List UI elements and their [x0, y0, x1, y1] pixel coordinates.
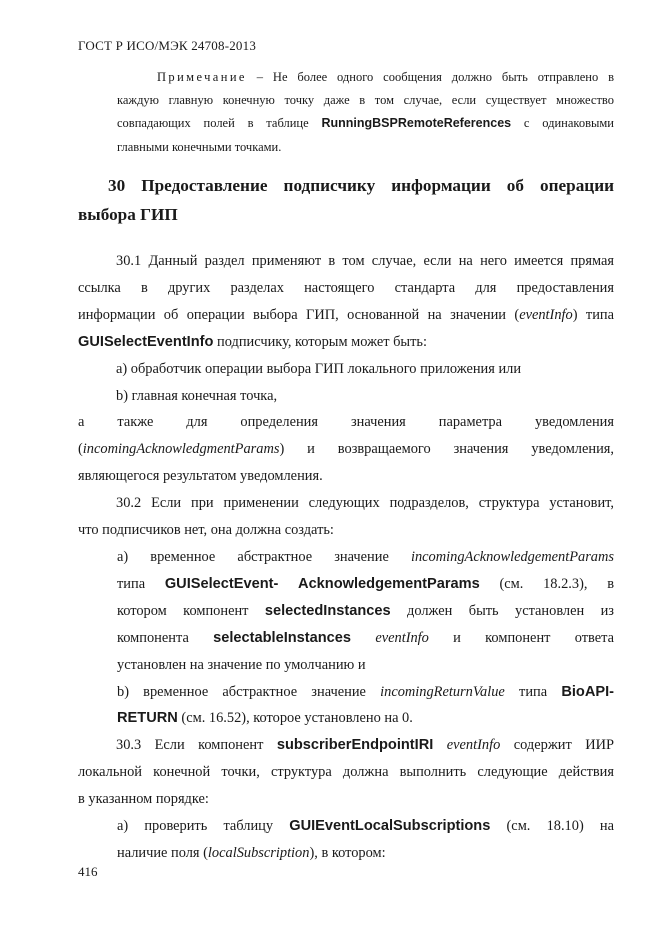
- component-name: selectableInstances: [213, 629, 352, 646]
- note-label: Примечание: [157, 70, 247, 84]
- list-item: b) главная конечная точка,: [116, 387, 278, 404]
- paragraph-line: а также для определения значения параметра уведомления: [78, 414, 614, 431]
- list-block: [117, 813, 614, 867]
- paragraph-line: (incomingAcknowledgmentParams) и возвращаемого значения уведомления,: [78, 441, 614, 458]
- heading-line: 30 Предоставление подписчику информации об операции: [108, 176, 614, 195]
- list-item: а) проверить таблицу GUIEventLocalSubscriptions (см. 18.10) на: [117, 818, 614, 835]
- page-number: 416: [78, 864, 98, 879]
- type-name: RETURN: [117, 710, 178, 727]
- list-block: [117, 544, 614, 732]
- list-item: котором компонент selectedInstances должен быть установлен из: [117, 602, 614, 619]
- section-heading: [78, 172, 614, 229]
- paragraph-line: информации об операции выбора ГИП, основанной на значении (eventInfo) типа: [78, 306, 614, 323]
- body-text: [78, 248, 614, 867]
- component-name: subscriberEndpointIRI: [276, 737, 434, 754]
- paragraph-line: в указанном порядке:: [78, 791, 209, 808]
- paragraph-line: что подписчиков нет, она должна создать:: [78, 522, 334, 539]
- paragraph-line: являющегося результатом уведомления.: [78, 468, 323, 485]
- list-item: установлен на значение по умолчанию и: [117, 656, 366, 673]
- paragraph-line: локальной конечной точки, структура должна выполнить следующие действия: [78, 764, 614, 781]
- paragraph-line: 30.1 Данный раздел применяют в том случае, если на него имеется прямая: [116, 253, 614, 269]
- note-line: совпадающих полей в таблице RunningBSPRemoteReferences с одинаковыми: [117, 116, 614, 131]
- paragraph-line: 30.2 Если при применении следующих подразделов, структура установит,: [116, 495, 614, 512]
- list-item: компонента selectableInstances eventInfo и компонент ответа: [117, 629, 614, 646]
- list-item: b) временное абстрактное значение incomingReturnValue типа BioAPI-: [117, 683, 615, 700]
- note-line: главными конечными точками.: [117, 139, 282, 154]
- list-item: а) временное абстрактное значение incomingAcknowledgementParams: [117, 548, 614, 565]
- component-name: selectedInstances: [264, 602, 391, 619]
- table-name: RunningBSPRemoteReferences: [321, 116, 512, 131]
- heading-line: выбора ГИП: [78, 204, 178, 224]
- table-name: GUIEventLocalSubscriptions: [289, 818, 491, 835]
- paragraph-line: 30.3 Если компонент subscriberEndpointIRI eventInfo содержит ИИР: [116, 737, 614, 754]
- list-item: наличие поля (localSubscription), в котором:: [117, 844, 386, 861]
- standard-header: ГОСТ Р ИСО/МЭК 24708-2013: [78, 38, 257, 53]
- type-name: BioAPI-: [561, 683, 615, 700]
- list-item: RETURN (см. 16.52), которое установлено на 0.: [117, 710, 413, 727]
- list-item: типа GUISelectEvent- AcknowledgementParams (см. 18.2.3), в: [117, 575, 614, 592]
- type-name: GUISelectEventInfo: [78, 333, 214, 350]
- note-line: каждую главную конечную точку даже в том случае, если существует множество: [117, 93, 614, 108]
- note-line: Примечание – Не более одного сообщения должно быть отправлено в: [157, 70, 615, 84]
- type-name: GUISelectEvent- AcknowledgementParams: [164, 575, 480, 592]
- list-item: а) обработчик операции выбора ГИП локального приложения или: [116, 360, 522, 377]
- note-block: [117, 66, 614, 159]
- paragraph-line: GUISelectEventInfo подписчику, которым может быть:: [78, 333, 427, 350]
- paragraph-line: ссылка в других разделах настоящего стандарта для предоставления: [78, 279, 614, 296]
